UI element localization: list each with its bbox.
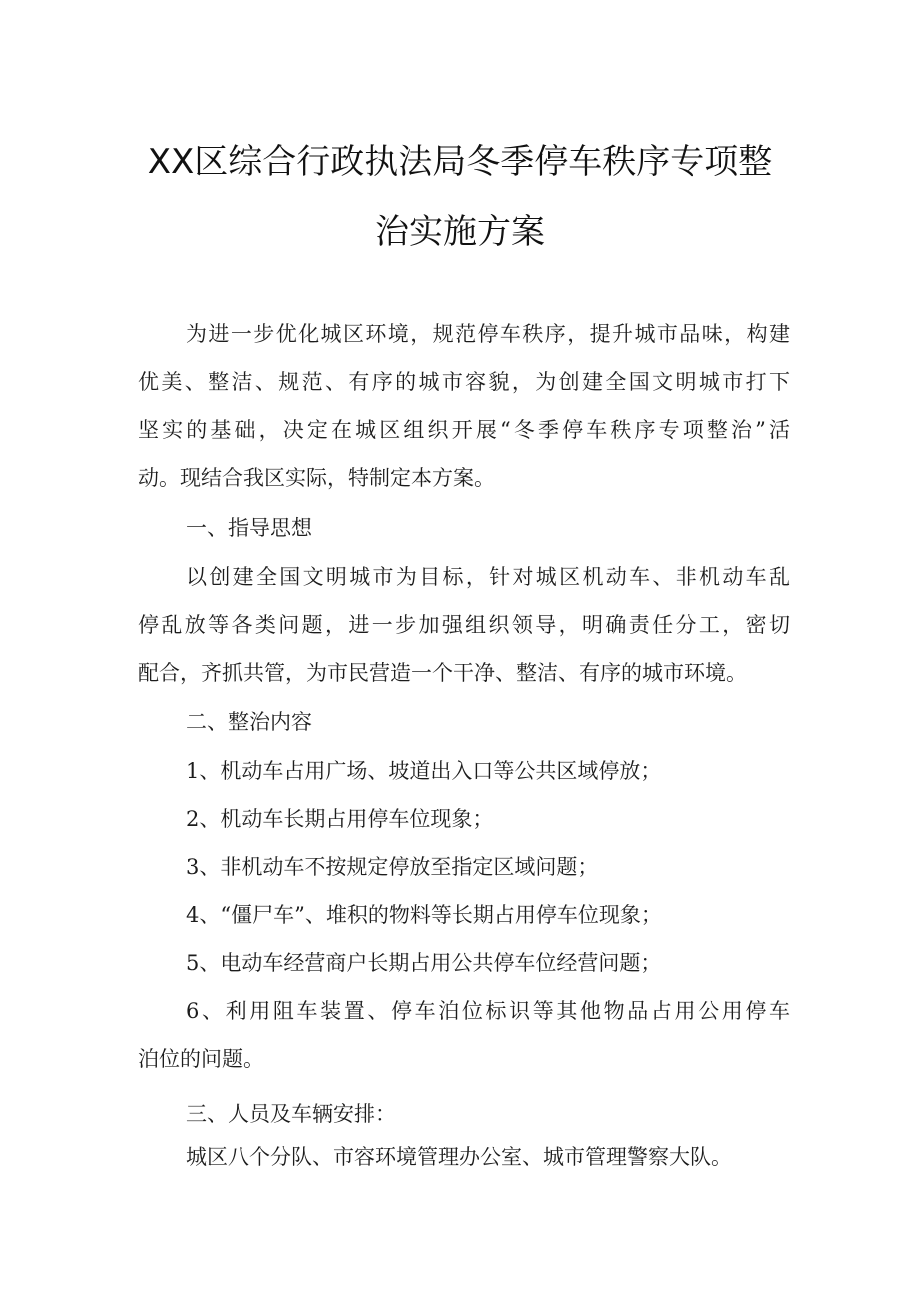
section-3-line-1: 城区八个分队、市容环境管理办公室、城市管理警察大队。 bbox=[186, 1145, 732, 1169]
list-item-2: 2、机动车长期占用停车位现象； bbox=[186, 807, 494, 831]
section-3-heading: 三、人员及车辆安排： bbox=[186, 1102, 396, 1126]
section-1-line-1: 以创建全国文明城市为目标，针对城区机动车、非机动车乱 bbox=[186, 565, 790, 589]
list-item-6-line-1: 6、利用阻车装置、停车泊位标识等其他物品占用公用停车 bbox=[186, 999, 790, 1023]
intro-line-3: 坚实的基础，决定在城区组织开展“冬季停车秩序专项整治”活 bbox=[138, 418, 790, 442]
document-title-line-2: 治实施方案 bbox=[375, 212, 545, 252]
section-1-line-3: 配合，齐抓共管，为市民营造一个干净、整洁、有序的城市环境。 bbox=[138, 661, 747, 685]
list-item-1: 1、机动车占用广场、坡道出入口等公共区域停放； bbox=[186, 759, 662, 783]
intro-line-1: 为进一步优化城区环境，规范停车秩序，提升城市品味，构建 bbox=[186, 322, 790, 346]
intro-line-4: 动。现结合我区实际，特制定本方案。 bbox=[138, 466, 495, 490]
section-1-heading: 一、指导思想 bbox=[186, 516, 312, 540]
section-2-heading: 二、整治内容 bbox=[186, 710, 312, 734]
list-item-5: 5、电动车经营商户长期占用公共停车位经营问题； bbox=[186, 951, 662, 975]
list-item-3: 3、非机动车不按规定停放至指定区域问题； bbox=[186, 855, 599, 879]
list-item-6-line-2: 泊位的问题。 bbox=[138, 1047, 264, 1071]
document-title-line-1: XX区综合行政执法局冬季停车秩序专项整 bbox=[147, 142, 773, 182]
list-item-4: 4、“僵尸车”、堆积的物料等长期占用停车位现象； bbox=[186, 903, 662, 927]
section-1-line-2: 停乱放等各类问题，进一步加强组织领导，明确责任分工，密切 bbox=[138, 613, 790, 637]
intro-line-2: 优美、整洁、规范、有序的城市容貌，为创建全国文明城市打下 bbox=[138, 370, 790, 394]
